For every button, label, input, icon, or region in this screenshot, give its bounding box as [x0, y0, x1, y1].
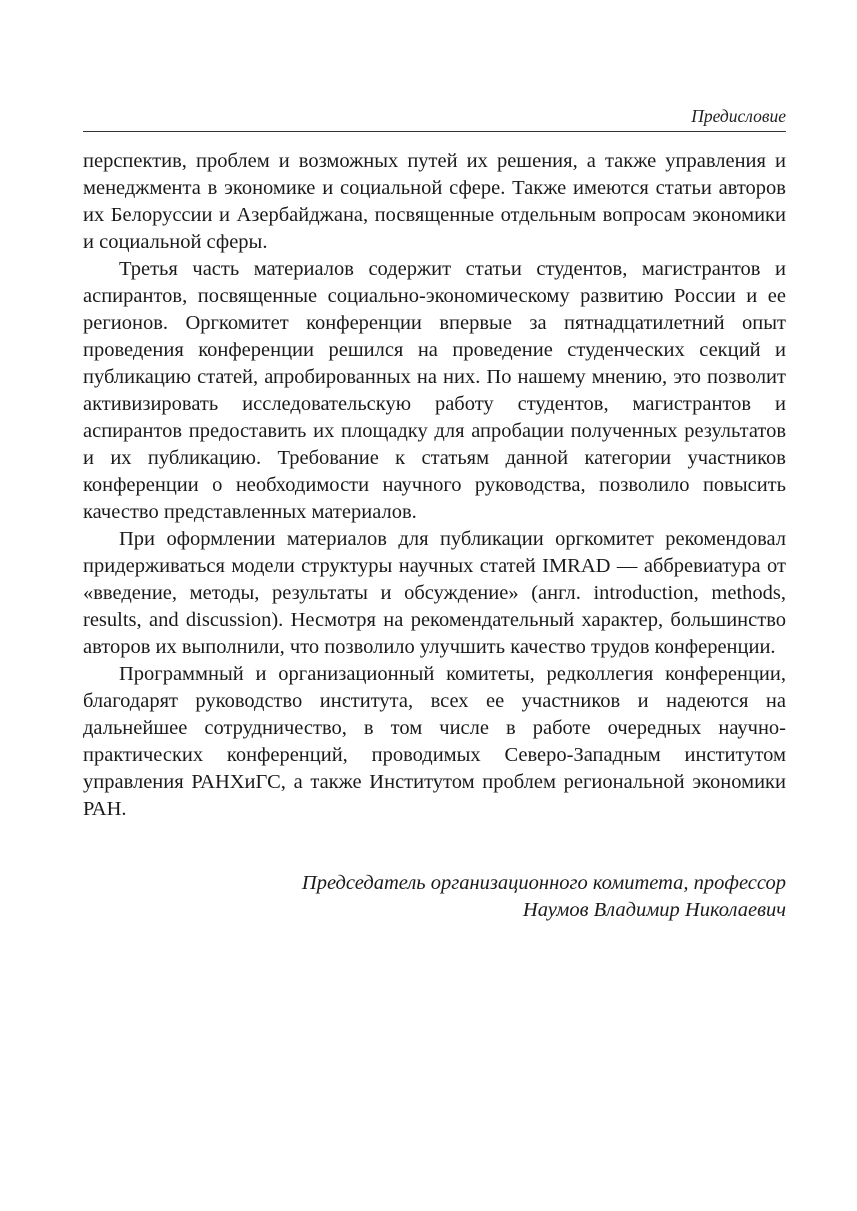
paragraph-2: Третья часть материалов содержит статьи студентов, магистрантов и аспирантов, посвященные социально-экономическому развитию России и ее регионов. Оргкомитет конференции впервые за пятнадцатилетний опыт проведения конференции решился на проведение студенческих секций и публикацию статей, апробированных на них. По нашему мнению, это позволит активизировать исследовательскую работу студентов, магистрантов и аспирантов предоставить их площадку для апробации полученных результатов и их публикацию. Требование к статьям данной категории участников конференции о необходимости научного руководства, позволило повысить качество представленных материалов. [83, 258, 786, 523]
signature-position: Председатель организационного комитета, профессор [301, 872, 786, 894]
signature-name: Наумов Владимир Николаевич [522, 899, 786, 921]
header-rule [83, 131, 786, 132]
paragraph-3: При оформлении материалов для публикации оргкомитет рекомендовал придерживаться модели структуры научных статей IMRAD — аббревиатура от «введение, методы, результаты и обсуждение» (англ. introduction, methods, results, and discussion). Несмотря на рекомендательный характер, большинство авторов их выполнили, что позволило улучшить качество трудов конференции. [83, 528, 786, 658]
running-header: Предисловие [691, 106, 786, 126]
paragraph-4: Программный и организационный комитеты, редколлегия конференции, благодарят руководство института, всех ее участников и надеются на дальнейшее сотрудничество, в том числе в работе очередных научно-практических конференций, проводимых Северо-Западным институтом управления РАНХиГС, а также Институтом проблем региональной экономики РАН. [83, 663, 786, 820]
body-text [83, 148, 786, 823]
document-page [83, 0, 786, 1211]
paragraph-1: перспектив, проблем и возможных путей их решения, а также управления и менеджмента в экономике и социальной сфере. Также имеются статьи авторов их Белоруссии и Азербайджана, посвященные отдельным вопросам экономики и социальной сферы. [83, 150, 786, 253]
signature-block [302, 870, 786, 924]
